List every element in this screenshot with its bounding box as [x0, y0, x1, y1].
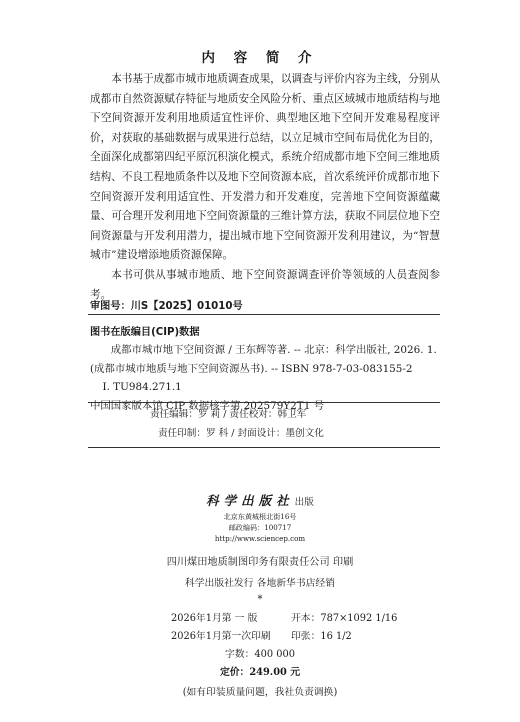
quality-note: (如有印装质量问题，我社负责调换): [182, 687, 338, 698]
edition-info: [171, 610, 397, 645]
sheets-count: 印张：16 1/2: [291, 630, 352, 642]
content-summary: [90, 70, 440, 305]
publisher-logo-line: [0, 491, 520, 509]
page-title: 内 容 简 介: [201, 50, 319, 66]
cip-title: 图书在版编目(CIP)数据: [90, 327, 200, 338]
summary-paragraph-2: 本书可供从事城市地质、地下空间资源调查评价等领域的人员查阅参考。: [90, 268, 440, 301]
printing-date: 2026年1月第一次印刷: [171, 630, 271, 642]
publisher-logo: 科学出版社: [206, 493, 294, 508]
format-size: 开本：787×1092 1/16: [291, 613, 398, 624]
printer-line: 四川煤田地质制图印务有限责任公司 印刷: [166, 557, 354, 568]
summary-paragraph-1: 本书基于成都市城市地质调查成果，以调查与评价内容为主线，分别从成都市自然资源赋存特征与地质安全风险分析、重点区域城市地质结构与地下空间资源开发利用地质适宜性评价、典型地区地下空间开发难易程度评价，对获取的基础数据与成果进行总结，以立足城市空间布局优化为目的，全面深化成都第四纪平原沉积演化模式，系统介绍成都市地下空间三维地质结构、不良工程地质条件以及地下空间资源本底，首次系统评价成都市地下空间资源开发利用适宜性、开发潜力和开发难度，完善地下空间资源蕴藏量、可合理开发利用地下空间资源量的三维计算方法，获取不同层位地下空间资源量与开发利用潜力，提出城市地下空间资源开发利用建议，为“智慧城市”建设增添地质资源保障。: [90, 73, 440, 262]
publisher-address: [0, 512, 520, 544]
cip-line-1: 成都市城市地下空间资源 / 王东辉等著. -- 北京：科学出版社, 2026. 1.: [110, 344, 437, 356]
word-count: 字数：400 000: [225, 649, 295, 660]
cip-line-3: Ⅰ. TU984.271.1: [102, 381, 182, 394]
website-line: http://www.sciencep.com: [214, 533, 306, 543]
editor-credits: [150, 406, 324, 443]
postcode-line: 邮政编码：100717: [228, 522, 292, 532]
address-line: 北京东黄城根北街16号: [223, 512, 297, 521]
credits-row-2: 责任印制：罗 科 / 封面设计：墨创文化: [158, 427, 324, 439]
distribution-line: 科学出版社发行 各地新华书店经销: [184, 578, 336, 589]
cip-block: [90, 341, 445, 415]
divider-bottom: [88, 447, 440, 448]
price: 定价：249.00 元: [219, 667, 301, 678]
edition-row: [171, 610, 397, 628]
divider-middle: [88, 402, 440, 403]
cip-line-4: 中国国家版本馆 CIP 数据核字第 202579Y2T1 号: [90, 399, 325, 412]
cip-line-2: (成都市城市地质与地下空间资源丛书). -- ISBN 978-7-03-083155-2: [90, 362, 413, 375]
publisher-suffix: 出版: [294, 497, 314, 508]
printing-row: [171, 628, 397, 646]
credits-row-1: 责任编辑：罗 莉 / 责任校对：韩卫军: [150, 409, 307, 420]
edition-date: 2026年1月第 一 版: [171, 613, 258, 624]
separator-star: *: [257, 594, 263, 605]
divider-top: [88, 314, 440, 315]
map-review-number: 审图号：川S【2025】01010号: [90, 301, 243, 312]
